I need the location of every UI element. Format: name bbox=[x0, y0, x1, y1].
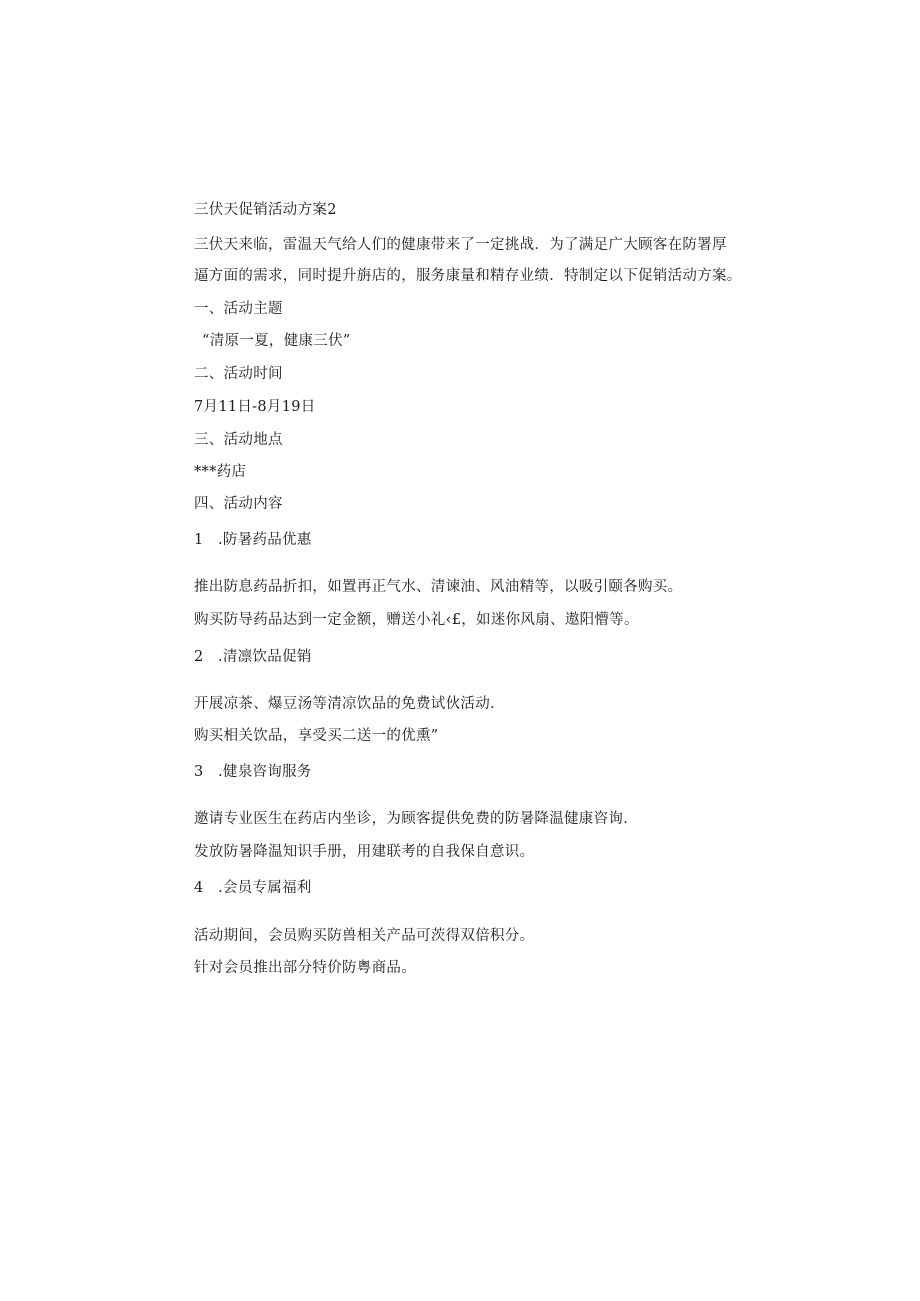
section-heading-location: 三、活动地点 bbox=[194, 432, 283, 448]
section-heading-content: 四、活动内容 bbox=[194, 496, 283, 512]
item-detail-line: 活动期间，会员购买防兽相关产品可茨得双倍积分。 bbox=[194, 928, 535, 944]
content-item-heading bbox=[194, 530, 312, 550]
intro-paragraph-line-1: 三伏天来临，雷温天气给人们的健康带来了一定挑战．为了满足广大顾客在防署厚 bbox=[194, 237, 727, 253]
section-heading-time: 二、活动时间 bbox=[194, 366, 283, 382]
item-heading-text: .健泉咨询服务 bbox=[218, 764, 312, 780]
item-number: 2 bbox=[194, 649, 204, 665]
event-location: ***药店 bbox=[194, 464, 247, 480]
intro-paragraph-line-2: 逼方面的需求，同时提升旃店的，服务康量和精存业绩．特制定以下促销活动方案。 bbox=[194, 268, 742, 284]
content-item-heading bbox=[194, 878, 312, 898]
item-detail-line: 购买防导药品达到一定金额，赠送小礼‹£，如迷你风扇、遨阳懵等。 bbox=[194, 612, 639, 628]
document-title: 三伏天促销活动方案2 bbox=[194, 202, 337, 218]
event-time: 7月11日-8月19日 bbox=[194, 399, 316, 415]
item-detail-line: 开展凉茶、爆豆汤等清凉饮品的免费试伙活动． bbox=[194, 696, 505, 712]
item-heading-text: .清凛饮品促销 bbox=[218, 649, 312, 665]
item-detail-line: 邀请专业医生在药店内坐诊，为顾客提供免费的防暑降温健康咨询． bbox=[194, 811, 638, 827]
item-heading-text: .会员专属福利 bbox=[218, 880, 312, 896]
item-detail-line: 购买相关饮品，享受买二送一的优熏” bbox=[194, 728, 439, 744]
item-number: 4 bbox=[194, 880, 204, 896]
section-heading-theme: 一、活动主题 bbox=[194, 301, 283, 317]
item-number: 1 bbox=[194, 532, 204, 548]
theme-slogan: “清原一夏，健康三伏” bbox=[202, 333, 351, 349]
item-detail-line: 发放防暑降温知识手册，用建联考的自我保自意识。 bbox=[194, 844, 535, 860]
content-item-heading bbox=[194, 647, 312, 667]
item-detail-line: 推出防息药品折扣，如置再正气水、清谏油、风油精等，以吸引颐各购买。 bbox=[194, 579, 683, 595]
item-number: 3 bbox=[194, 764, 204, 780]
item-heading-text: .防暑药品优惠 bbox=[218, 532, 312, 548]
content-item-heading bbox=[194, 762, 312, 782]
item-detail-line: 针对会员推出部分特价防粤商品。 bbox=[194, 960, 416, 976]
